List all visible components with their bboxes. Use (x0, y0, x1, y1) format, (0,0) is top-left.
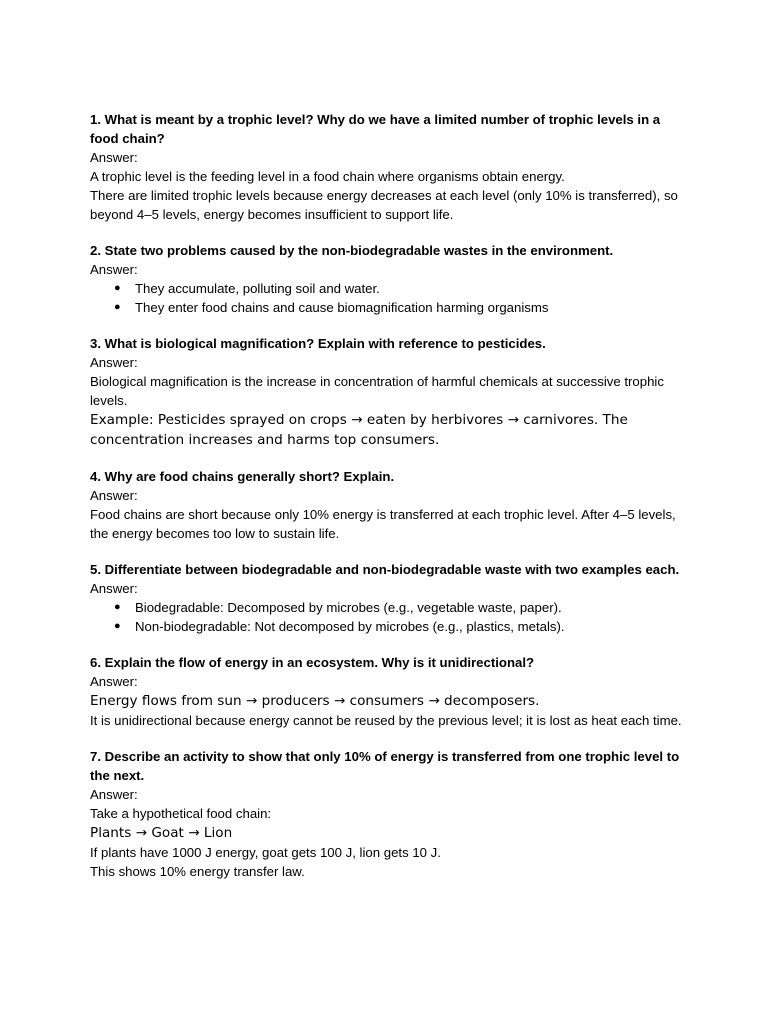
question-2: 2. State two problems caused by the non-biodegradable wastes in the environment. (90, 243, 614, 258)
answer-bullet-list (90, 279, 688, 317)
answer-paragraph: There are limited trophic levels because energy decreases at each level (only 10% is transferred), so beyond 4–5 levels, energy becomes insufficient to support life. (90, 188, 678, 222)
answer-paragraph: Biological magnification is the increase in concentration of harmful chemicals at successive trophic levels. (90, 374, 664, 408)
bullet-icon: ● (114, 601, 121, 613)
list-item-text: Non-biodegradable: Not decomposed by microbes (e.g., plastics, metals). (135, 619, 565, 634)
qa-block-7 (90, 747, 688, 881)
list-item (114, 298, 688, 317)
question-1: 1. What is meant by a trophic level? Why do we have a limited number of trophic levels in a food chain? (90, 112, 661, 146)
answer-paragraph: A trophic level is the feeding level in a food chain where organisms obtain energy. (90, 169, 565, 184)
example-paragraph: Example: Pesticides sprayed on crops → eaten by herbivores → carnivores. The concentration increases and harms top consumers. (90, 412, 628, 448)
answer-label: Answer: (90, 355, 138, 370)
qa-block-3 (90, 334, 688, 450)
answer-label: Answer: (90, 674, 138, 689)
answer-bullet-list (90, 598, 688, 636)
answer-label: Answer: (90, 150, 138, 165)
answer-intro: Take a hypothetical food chain: (90, 806, 272, 821)
list-item-text: They accumulate, polluting soil and water. (135, 281, 380, 296)
answer-label: Answer: (90, 581, 138, 596)
question-5: 5. Differentiate between biodegradable and non-biodegradable waste with two examples each. (90, 562, 680, 577)
list-item (114, 598, 688, 617)
bullet-icon: ● (114, 282, 121, 294)
question-4: 4. Why are food chains generally short? Explain. (90, 469, 395, 484)
answer-label: Answer: (90, 262, 138, 277)
list-item (114, 279, 688, 298)
bullet-icon: ● (114, 620, 121, 632)
list-item-text: They enter food chains and cause biomagnification harming organisms (135, 300, 549, 315)
question-6: 6. Explain the flow of energy in an ecosystem. Why is it unidirectional? (90, 655, 535, 670)
question-7: 7. Describe an activity to show that only 10% of energy is transferred from one trophic level to the next. (90, 749, 680, 783)
qa-block-1 (90, 110, 688, 224)
food-chain-line: Plants → Goat → Lion (90, 825, 233, 841)
answer-paragraph: Food chains are short because only 10% energy is transferred at each trophic level. After 4–5 levels, the energy becomes too low to sustain life. (90, 507, 676, 541)
list-item-text: Biodegradable: Decomposed by microbes (e.g., vegetable waste, paper). (135, 600, 562, 615)
qa-block-4 (90, 467, 688, 543)
answer-paragraph: It is unidirectional because energy cannot be reused by the previous level; it is lost as heat each time. (90, 713, 682, 728)
bullet-icon: ● (114, 301, 121, 313)
answer-paragraph: If plants have 1000 J energy, goat gets 100 J, lion gets 10 J. (90, 845, 441, 860)
qa-block-5 (90, 560, 688, 636)
answer-label: Answer: (90, 488, 138, 503)
qa-block-2 (90, 241, 688, 317)
question-3: 3. What is biological magnification? Explain with reference to pesticides. (90, 336, 546, 351)
answer-label: Answer: (90, 787, 138, 802)
energy-flow-line: Energy flows from sun → producers → consumers → decomposers. (90, 693, 540, 709)
list-item (114, 617, 688, 636)
answer-paragraph: This shows 10% energy transfer law. (90, 864, 305, 879)
qa-block-6 (90, 653, 688, 730)
